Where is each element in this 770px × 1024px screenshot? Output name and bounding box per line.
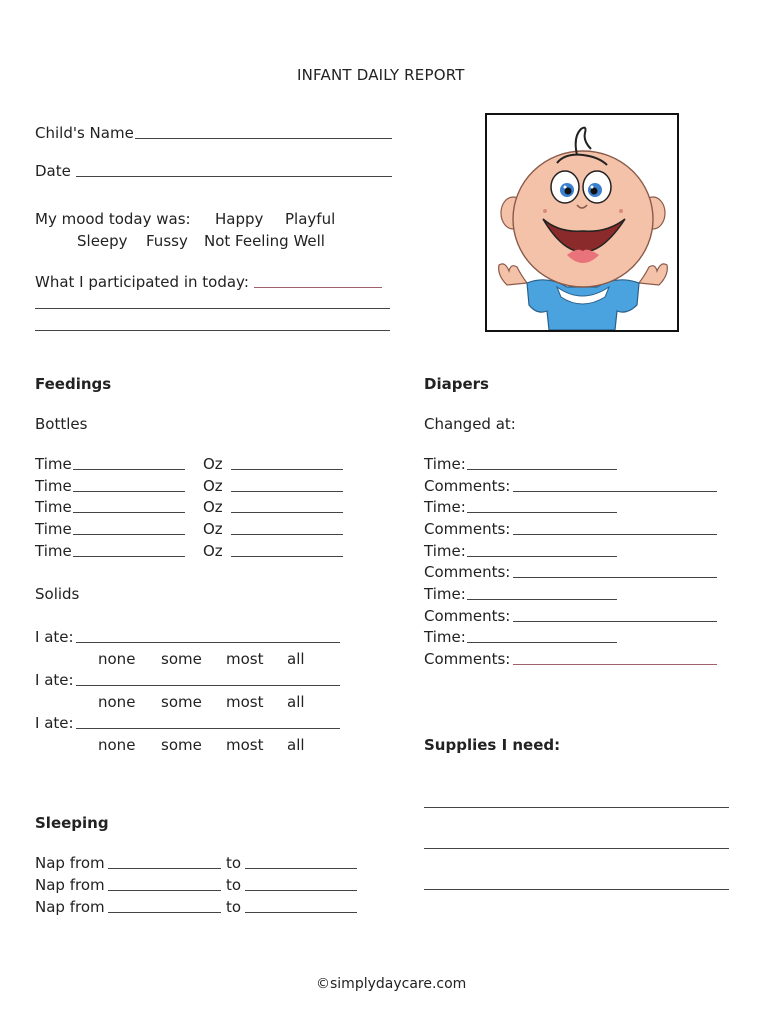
amount-all[interactable]: all xyxy=(287,693,305,711)
diaper-comments-field[interactable] xyxy=(513,534,717,535)
bottle-time-field[interactable] xyxy=(73,556,185,557)
nap-to-label: to xyxy=(226,854,242,872)
nap-from-field[interactable] xyxy=(108,890,221,891)
diaper-comments-field[interactable] xyxy=(513,491,717,492)
date-field[interactable] xyxy=(76,176,392,177)
child-name-field[interactable] xyxy=(135,138,392,139)
bottle-oz-field[interactable] xyxy=(231,556,343,557)
diaper-time-label: Time: xyxy=(424,585,466,603)
baby-cartoon-icon xyxy=(487,115,677,330)
diaper-time-field[interactable] xyxy=(467,469,617,470)
bottle-oz-field[interactable] xyxy=(231,491,343,492)
amount-some[interactable]: some xyxy=(161,650,202,668)
diaper-comments-label: Comments: xyxy=(424,563,511,581)
nap-from-field[interactable] xyxy=(108,868,221,869)
diaper-comments-label: Comments: xyxy=(424,477,511,495)
date-label: Date xyxy=(35,162,71,180)
diaper-comments-field[interactable] xyxy=(513,621,717,622)
changed-at-label: Changed at: xyxy=(424,415,516,433)
bottle-time-field[interactable] xyxy=(73,512,185,513)
diaper-comments-label: Comments: xyxy=(424,650,511,668)
nap-to-label: to xyxy=(226,876,242,894)
nap-to-label: to xyxy=(226,898,242,916)
supplies-line-1[interactable] xyxy=(424,807,729,808)
bottle-time-label: Time xyxy=(35,498,72,516)
nap-to-field[interactable] xyxy=(245,890,357,891)
amount-none[interactable]: none xyxy=(98,693,136,711)
diapers-heading: Diapers xyxy=(424,375,489,393)
nap-from-label: Nap from xyxy=(35,854,105,872)
feedings-heading: Feedings xyxy=(35,375,112,393)
amount-all[interactable]: all xyxy=(287,650,305,668)
ate-label: I ate: xyxy=(35,714,74,732)
diaper-time-label: Time: xyxy=(424,498,466,516)
participated-line-3[interactable] xyxy=(35,330,390,331)
diaper-time-field[interactable] xyxy=(467,512,617,513)
ate-field[interactable] xyxy=(76,642,340,643)
bottle-time-label: Time xyxy=(35,477,72,495)
mood-option-playful[interactable]: Playful xyxy=(285,210,336,228)
bottle-time-field[interactable] xyxy=(73,534,185,535)
diaper-time-field[interactable] xyxy=(467,556,617,557)
mood-option-happy[interactable]: Happy xyxy=(215,210,264,228)
diaper-time-label: Time: xyxy=(424,542,466,560)
bottles-label: Bottles xyxy=(35,415,88,433)
mood-option-sleepy[interactable]: Sleepy xyxy=(77,232,128,250)
bottle-oz-label: Oz xyxy=(203,542,223,560)
mood-label: My mood today was: xyxy=(35,210,191,228)
diaper-comments-label: Comments: xyxy=(424,520,511,538)
sleeping-heading: Sleeping xyxy=(35,814,109,832)
bottle-oz-field[interactable] xyxy=(231,469,343,470)
bottle-oz-label: Oz xyxy=(203,455,223,473)
copyright-footer: ©simplydaycare.com xyxy=(316,976,467,992)
solids-label: Solids xyxy=(35,585,80,603)
supplies-heading: Supplies I need: xyxy=(424,736,561,754)
bottle-time-field[interactable] xyxy=(73,469,185,470)
bottle-oz-label: Oz xyxy=(203,520,223,538)
supplies-line-2[interactable] xyxy=(424,848,729,849)
amount-none[interactable]: none xyxy=(98,650,136,668)
bottle-time-field[interactable] xyxy=(73,491,185,492)
amount-some[interactable]: some xyxy=(161,693,202,711)
ate-field[interactable] xyxy=(76,728,340,729)
bottle-time-label: Time xyxy=(35,455,72,473)
participated-label: What I participated in today: xyxy=(35,273,249,291)
bottle-time-label: Time xyxy=(35,520,72,538)
ate-label: I ate: xyxy=(35,628,74,646)
nap-from-label: Nap from xyxy=(35,876,105,894)
mood-option-not-feeling-well[interactable]: Not Feeling Well xyxy=(204,232,325,250)
amount-most[interactable]: most xyxy=(226,693,264,711)
participated-field[interactable] xyxy=(254,287,382,288)
amount-all[interactable]: all xyxy=(287,736,305,754)
bottle-time-label: Time xyxy=(35,542,72,560)
bottle-oz-label: Oz xyxy=(203,498,223,516)
mood-option-fussy[interactable]: Fussy xyxy=(146,232,188,250)
nap-to-field[interactable] xyxy=(245,868,357,869)
amount-some[interactable]: some xyxy=(161,736,202,754)
ate-field[interactable] xyxy=(76,685,340,686)
amount-most[interactable]: most xyxy=(226,650,264,668)
diaper-comments-field[interactable] xyxy=(513,664,717,665)
child-name-label: Child's Name xyxy=(35,124,134,142)
bottle-oz-label: Oz xyxy=(203,477,223,495)
nap-to-field[interactable] xyxy=(245,912,357,913)
baby-illustration-frame xyxy=(485,113,679,332)
page-title: INFANT DAILY REPORT xyxy=(297,66,465,84)
diaper-time-field[interactable] xyxy=(467,599,617,600)
diaper-time-field[interactable] xyxy=(467,642,617,643)
supplies-line-3[interactable] xyxy=(424,889,729,890)
ate-label: I ate: xyxy=(35,671,74,689)
nap-from-field[interactable] xyxy=(108,912,221,913)
participated-line-2[interactable] xyxy=(35,308,390,309)
diaper-comments-label: Comments: xyxy=(424,607,511,625)
bottle-oz-field[interactable] xyxy=(231,512,343,513)
amount-none[interactable]: none xyxy=(98,736,136,754)
bottle-oz-field[interactable] xyxy=(231,534,343,535)
amount-most[interactable]: most xyxy=(226,736,264,754)
diaper-time-label: Time: xyxy=(424,455,466,473)
nap-from-label: Nap from xyxy=(35,898,105,916)
diaper-comments-field[interactable] xyxy=(513,577,717,578)
diaper-time-label: Time: xyxy=(424,628,466,646)
